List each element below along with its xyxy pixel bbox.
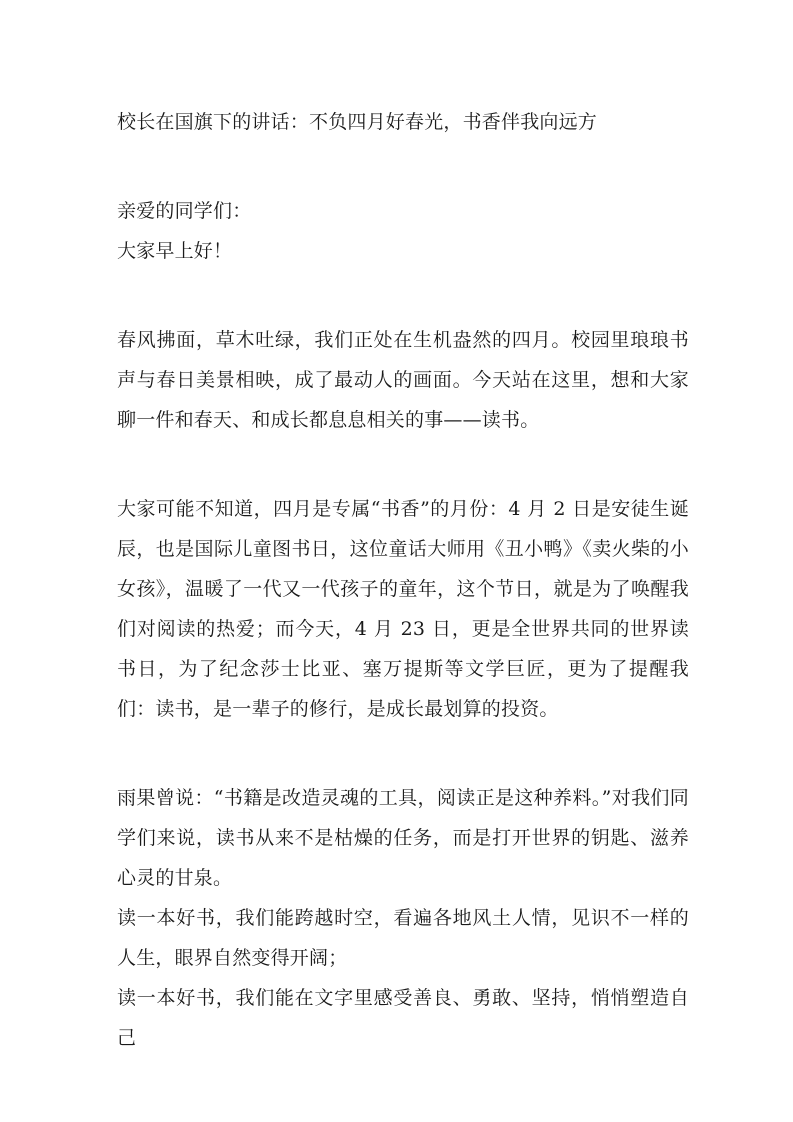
spacer <box>117 142 689 191</box>
document-body <box>117 102 689 1058</box>
spacer <box>117 729 689 778</box>
spacer <box>117 271 689 320</box>
paragraph: 春风拂面，草木吐绿，我们正处在生机盎然的四月。校园里琅琅书声与春日美景相映，成了最动人的画面。今天站在这里，想和大家聊一件和春天、和成长都息息相关的事——读书。 <box>117 329 689 431</box>
paragraph: 雨果曾说：“书籍是改造灵魂的工具，阅读正是这种养料。”对我们同学们来说，读书从来不是枯燥的任务，而是打开世界的钥匙、滋养心灵的甘泉。 <box>117 787 689 889</box>
paragraph: 读一本好书，我们能跨越时空，看遍各地风土人情，见识不一样的人生，眼界自然变得开阔； <box>117 907 689 969</box>
salutation: 亲爱的同学们： <box>117 200 252 222</box>
spacer <box>117 440 689 489</box>
greeting: 大家早上好！ <box>117 240 233 262</box>
paragraph: 大家可能不知道，四月是专属“书香”的月份：4 月 2 日是安徒生诞辰，也是国际儿童图书日，这位童话大师用《丑小鸭》《卖火柴的小女孩》，温暖了一代又一代孩子的童年，这个节日，就是为了唤醒我们对阅读的热爱；而今天，4 月 23 日，更是全世界共同的世界读书日，为了纪念莎士比亚、塞万提斯等文学巨匠，更为了提醒我们：读书，是一辈子的修行，是成长最划算的投资。 <box>117 498 689 720</box>
paragraph: 读一本好书，我们能在文字里感受善良、勇敢、坚持，悄悄塑造自己 <box>117 987 689 1049</box>
speech-title: 校长在国旗下的讲话：不负四月好春光，书香伴我向远方 <box>117 111 598 133</box>
